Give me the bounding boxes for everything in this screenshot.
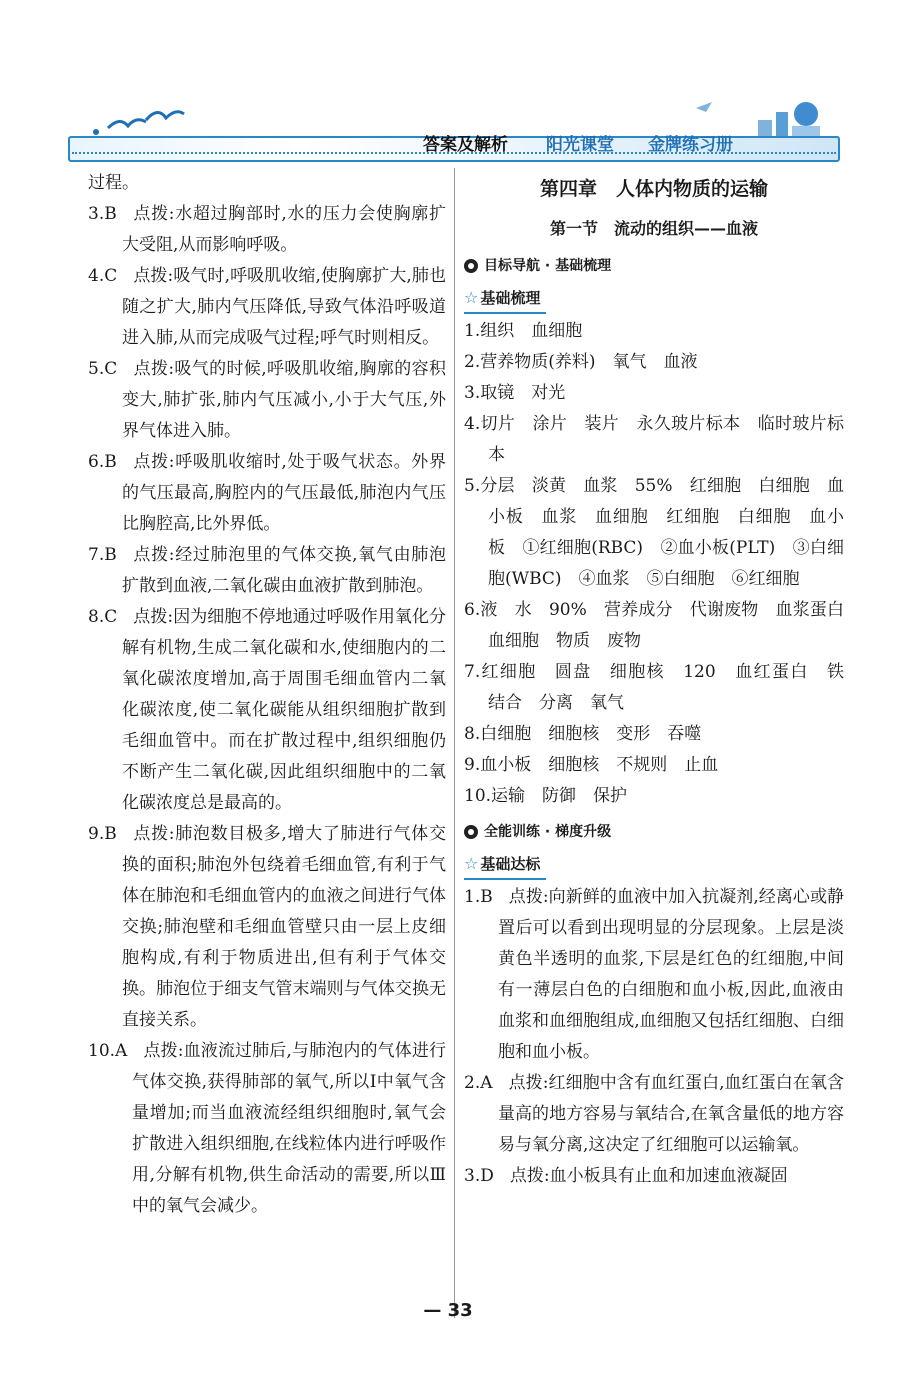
header-answers-label: 答案及解析: [423, 135, 508, 155]
answer-item: 5.C 点拨:吸气的时候,呼吸肌收缩,胸廓的容积变大,肺扩张,肺内气压减小,小于大气压,外界气体进入肺。: [88, 359, 447, 441]
star-icon: ☆: [464, 854, 479, 873]
answer-text: 吸气的时候,呼吸肌收缩,胸廓的容积变大,肺扩张,肺内气压减小,小于大气压,外界气体进入肺。: [122, 359, 447, 441]
answer-tag: 点拨: [509, 1166, 544, 1186]
answer-number: 5.C: [88, 359, 118, 379]
left-answer-list: [88, 199, 446, 1222]
basics-item: 10.运输 防御 保护: [464, 786, 628, 806]
answer-tag: 点拨: [133, 359, 169, 379]
basics-item: 8.白细胞 细胞核 变形 吞噬: [464, 724, 702, 744]
answer-text: 呼吸肌收缩时,处于吸气状态。外界的气压最高,胸腔内的气压最低,肺泡内气压比胸腔高,比外界低。: [122, 452, 447, 534]
subhead-standard-label: 基础达标: [480, 855, 541, 873]
answer-number: 3.B: [88, 204, 117, 224]
badge-icon: [464, 259, 478, 273]
basics-item: 4.切片 涂片 装片 永久玻片标本 临时玻片标本: [464, 414, 844, 465]
answer-tag: 点拨: [133, 266, 168, 286]
answer-item: 1.B 点拨:向新鲜的血液中加入抗凝剂,经离心或静置后可以看到出现明显的分层现象。上层是淡黄色半透明的血浆,下层是红色的红细胞,中间有一薄层白色的白细胞和血小板,因此,血液由血浆和血细胞组成,血细胞又包括红细胞、白细胞和血小板。: [464, 887, 845, 1062]
answer-tag: 点拨: [143, 1041, 178, 1061]
badge-icon: [464, 825, 478, 839]
subhead-basics: [464, 284, 546, 314]
chapter-title: 第四章 人体内物质的运输: [539, 178, 768, 200]
answer-number: 4.C: [88, 266, 118, 286]
answer-item: 6.B 点拨:呼吸肌收缩时,处于吸气状态。外界的气压最高,胸腔内的气压最低,肺泡内气压比胸腔高,比外界低。: [88, 452, 447, 534]
answer-text: 血液流过肺后,与肺泡内的气体进行气体交换,获得肺部的氧气,所以Ⅰ中氧气含量增加;而当血液流经组织细胞时,氧气会扩散进入组织细胞,在线粒体内进行呼吸作用,分解有机物,供生命活动的需要,所以Ⅲ中的氧气会减少。: [132, 1041, 447, 1216]
answer-number: 1.B: [464, 887, 493, 907]
answer-text: 红细胞中含有血红蛋白,血红蛋白在氧含量高的地方容易与氧结合,在氧含量低的地方容易与氧分离,这决定了红细胞可以运输氧。: [498, 1073, 845, 1155]
basics-item: 5.分层 淡黄 血浆 55% 红细胞 白细胞 血小板 血浆 血细胞 红细胞 白细胞 血小板 ①红细胞(RBC) ②血小板(PLT) ③白细胞(WBC) ④血浆 ⑤白细胞 ⑥红细胞: [464, 476, 844, 589]
header-series-label: 阳光课堂: [546, 135, 614, 155]
answer-text: 向新鲜的血液中加入抗凝剂,经离心或静置后可以看到出现明显的分层现象。上层是淡黄色半透明的血浆,下层是红色的红细胞,中间有一薄层白色的白细胞和血小板,因此,血液由血浆和血细胞组成,血细胞又包括红细胞、白细胞和血小板。: [498, 887, 845, 1062]
basics-item: 6.液 水 90% 营养成分 代谢废物 血浆蛋白 血细胞 物质 废物: [464, 600, 861, 651]
answer-item: 4.C 点拨:吸气时,呼吸肌收缩,使胸廓扩大,肺也随之扩大,肺内气压降低,导致气体沿呼吸道进入肺,从而完成吸气过程;呼气时则相反。: [88, 266, 446, 348]
banner-training-label: 全能训练 · 梯度升级: [484, 824, 612, 840]
header-book-label: 金牌练习册: [648, 135, 733, 155]
answer-number: 3.D: [464, 1166, 494, 1186]
right-column: [464, 168, 861, 1192]
answer-item: 9.B 点拨:肺泡数目极多,增大了肺进行气体交换的面积;肺泡外包绕着毛细血管,有利于气体在肺泡和毛细血管内的血液之间进行气体交换;肺泡壁和毛细血管壁只由一层上皮细胞构成,有利于物质进出,但有利于气体交换。肺泡位于细支气管末端则与气体交换无直接关系。: [88, 824, 447, 1030]
answer-item: 2.A 点拨:红细胞中含有血红蛋白,血红蛋白在氧含量高的地方容易与氧结合,在氧含量低的地方容易与氧分离,这决定了红细胞可以运输氧。: [464, 1073, 845, 1155]
answer-number: 6.B: [88, 452, 117, 472]
basics-list: [464, 316, 861, 812]
left-column: [88, 168, 446, 1222]
subhead-standard: [464, 850, 546, 880]
answer-number: 8.C: [88, 607, 118, 627]
column-divider: [454, 168, 455, 1318]
answer-text: 因为细胞不停地通过呼吸作用氧化分解有机物,生成二氧化碳和水,使细胞内的二氧化碳浓度增加,高于周围毛细血管内二氧化碳浓度,使二氧化碳能从组织细胞扩散到毛细血管中。而在扩散过程中,组织细胞仍不断产生二氧化碳,因此组织细胞中的二氧化碳浓度总是最高的。: [122, 607, 447, 813]
answer-text: 肺泡数目极多,增大了肺进行气体交换的面积;肺泡外包绕着毛细血管,有利于气体在肺泡和毛细血管内的血液之间进行气体交换;肺泡壁和毛细血管壁只由一层上皮细胞构成,有利于物质进出,但有利于气体交换。肺泡位于细支气管末端则与气体交换无直接关系。: [122, 824, 447, 1030]
banner-goals: [464, 252, 844, 280]
answer-tag: 点拨: [133, 607, 168, 627]
basics-item: 7.红细胞 圆盘 细胞核 120 血红蛋白 铁 结合 分离 氧气: [464, 662, 861, 713]
basics-item: 3.取镜 对光: [464, 383, 566, 403]
banner-goals-label: 目标导航 · 基础梳理: [484, 258, 612, 274]
page-number: — 33: [423, 1300, 473, 1321]
section-title: 第一节 流动的组织——血液: [549, 219, 758, 238]
answer-item: 10.A 点拨:血液流过肺后,与肺泡内的气体进行气体交换,获得肺部的氧气,所以Ⅰ中氧气含量增加;而当血液流经组织细胞时,氧气会扩散进入组织细胞,在线粒体内进行呼吸作用,分解有机物,供生命活动的需要,所以Ⅲ中的氧气会减少。: [88, 1041, 447, 1216]
answer-text: 吸气时,呼吸肌收缩,使胸廓扩大,肺也随之扩大,肺内气压降低,导致气体沿呼吸道进入肺,从而完成吸气过程;呼气时则相反。: [122, 266, 446, 348]
answer-number: 7.B: [88, 545, 117, 565]
page-header: [68, 100, 840, 162]
answer-number: 10.A: [88, 1041, 128, 1061]
basics-item: 2.营养物质(养料) 氧气 血液: [464, 352, 698, 372]
continued-text: 过程。: [88, 173, 139, 193]
answer-tag: 点拨: [132, 452, 169, 472]
star-icon: ☆: [464, 288, 479, 307]
answer-item: 3.D 点拨:血小板具有止血和加速血液凝固: [464, 1166, 788, 1186]
answer-text: 经过肺泡里的气体交换,氧气由肺泡扩散到血液,二氧化碳由血液扩散到肺泡。: [122, 545, 447, 596]
answer-text: 血小板具有止血和加速血液凝固: [549, 1166, 788, 1186]
basics-item: 9.血小板 细胞核 不规则 止血: [464, 755, 719, 775]
answer-item: 3.B 点拨:水超过胸部时,水的压力会使胸廓扩大受阻,从而影响呼吸。: [88, 204, 447, 255]
answer-text: 水超过胸部时,水的压力会使胸廓扩大受阻,从而影响呼吸。: [122, 204, 447, 255]
answer-item: 7.B 点拨:经过肺泡里的气体交换,氧气由肺泡扩散到血液,二氧化碳由血液扩散到肺泡。: [88, 545, 447, 596]
banner-training: [464, 818, 844, 846]
answer-item: 8.C 点拨:因为细胞不停地通过呼吸作用氧化分解有机物,生成二氧化碳和水,使细胞内的二氧化碳浓度增加,高于周围毛细血管内二氧化碳浓度,使二氧化碳能从组织细胞扩散到毛细血管中。而在扩散过程中,组织细胞仍不断产生二氧化碳,因此组织细胞中的二氧化碳浓度总是最高的。: [88, 607, 447, 813]
answer-tag: 点拨: [508, 1073, 543, 1093]
answer-tag: 点拨: [132, 204, 169, 224]
answer-tag: 点拨: [132, 545, 169, 565]
subhead-basics-label: 基础梳理: [480, 289, 541, 307]
basics-item: 1.组织 血细胞: [464, 321, 583, 341]
right-answer-list: [464, 882, 844, 1192]
answer-number: 9.B: [88, 824, 117, 844]
answer-number: 2.A: [464, 1073, 493, 1093]
page-number-value: 33: [447, 1300, 473, 1321]
answer-tag: 点拨: [508, 887, 543, 907]
answer-tag: 点拨: [132, 824, 169, 844]
